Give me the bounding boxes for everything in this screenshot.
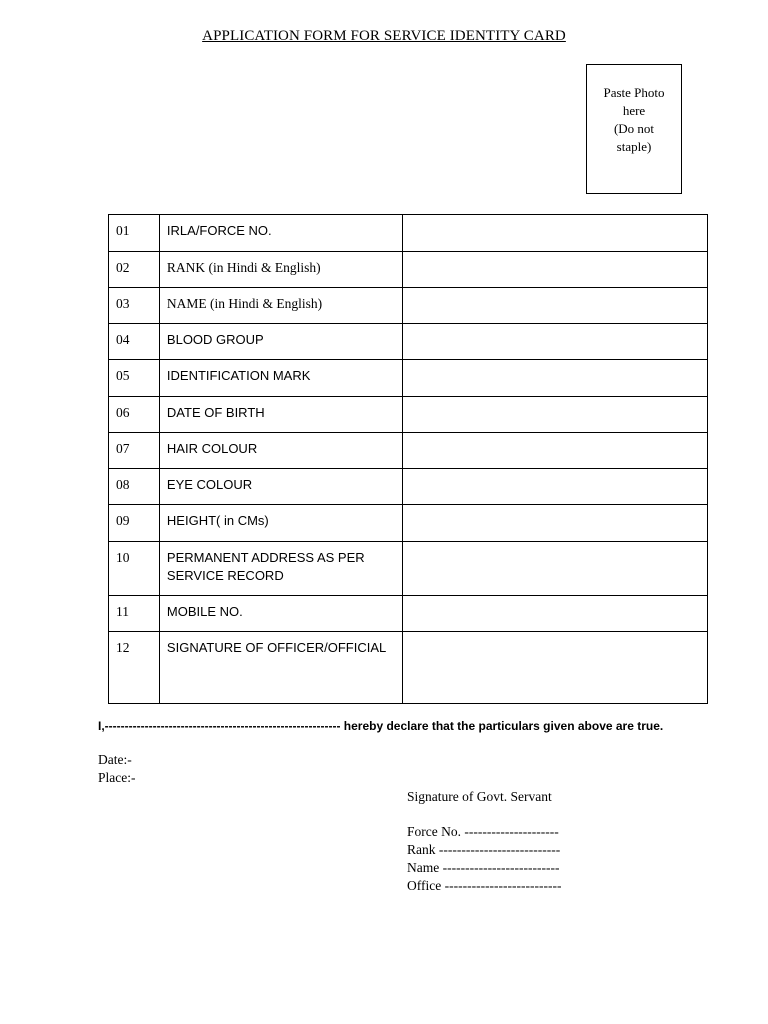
form-title: APPLICATION FORM FOR SERVICE IDENTITY CARD [202,28,566,44]
field-value-eye-colour[interactable] [402,469,707,505]
table-row [109,542,708,596]
field-value-mobile-no[interactable] [402,596,707,632]
table-row [109,433,708,469]
field-number: 08 [109,469,160,505]
field-label: IDENTIFICATION MARK [159,360,402,397]
field-value-rank[interactable] [402,252,707,288]
photo-box-line: staple) [616,139,652,154]
photo-box-line: here [622,103,646,118]
declaration-text: I,----------------------------------------------------------- hereby declare that the particulars given above are true. [98,719,664,733]
table-row [109,360,708,397]
field-number: 07 [109,433,160,469]
spacer [407,806,562,823]
field-label: SIGNATURE OF OFFICER/OFFICIAL [159,632,402,704]
table-row [109,505,708,542]
field-number: 02 [109,252,160,288]
field-value-hair-colour[interactable] [402,433,707,469]
field-value-name[interactable] [402,288,707,324]
table-row [109,324,708,360]
signature-block [407,788,562,895]
photo-box-line: (Do not [613,121,655,136]
field-number: 06 [109,397,160,433]
photo-box-line: Paste Photo [603,85,665,100]
field-value-identification-mark[interactable] [402,360,707,397]
date-place-block [98,751,135,787]
field-value-permanent-address[interactable] [402,542,707,596]
field-value-date-of-birth[interactable] [402,397,707,433]
field-label: NAME (in Hindi & English) [159,288,402,324]
field-number: 09 [109,505,160,542]
field-number: 01 [109,215,160,252]
table-row [109,252,708,288]
field-label: HEIGHT( in CMs) [159,505,402,542]
table-row [109,288,708,324]
field-label: IRLA/FORCE NO. [159,215,402,252]
field-number: 04 [109,324,160,360]
field-label: EYE COLOUR [159,469,402,505]
table-row [109,469,708,505]
name-line: Name -------------------------- [407,860,560,875]
field-label: DATE OF BIRTH [159,397,402,433]
field-value-height[interactable] [402,505,707,542]
force-no-line: Force No. --------------------- [407,824,559,839]
field-label: PERMANENT ADDRESS AS PER SERVICE RECORD [159,542,402,596]
table-row [109,397,708,433]
field-value-blood-group[interactable] [402,324,707,360]
field-label: HAIR COLOUR [159,433,402,469]
paste-photo-box [586,64,682,194]
field-number: 05 [109,360,160,397]
field-label: BLOOD GROUP [159,324,402,360]
field-value-signature[interactable] [402,632,707,704]
date-label: Date:- [98,752,132,767]
place-label: Place:- [98,770,136,785]
field-value-irla-force-no[interactable] [402,215,707,252]
field-number: 11 [109,596,160,632]
table-row [109,632,708,704]
field-label: RANK (in Hindi & English) [159,252,402,288]
field-number: 12 [109,632,160,704]
rank-line: Rank --------------------------- [407,842,561,857]
table-row [109,215,708,252]
field-label: MOBILE NO. [159,596,402,632]
application-fields-table [108,214,708,704]
office-line: Office -------------------------- [407,878,562,893]
table-row [109,596,708,632]
field-number: 03 [109,288,160,324]
signature-heading: Signature of Govt. Servant [407,789,552,804]
field-number: 10 [109,542,160,596]
